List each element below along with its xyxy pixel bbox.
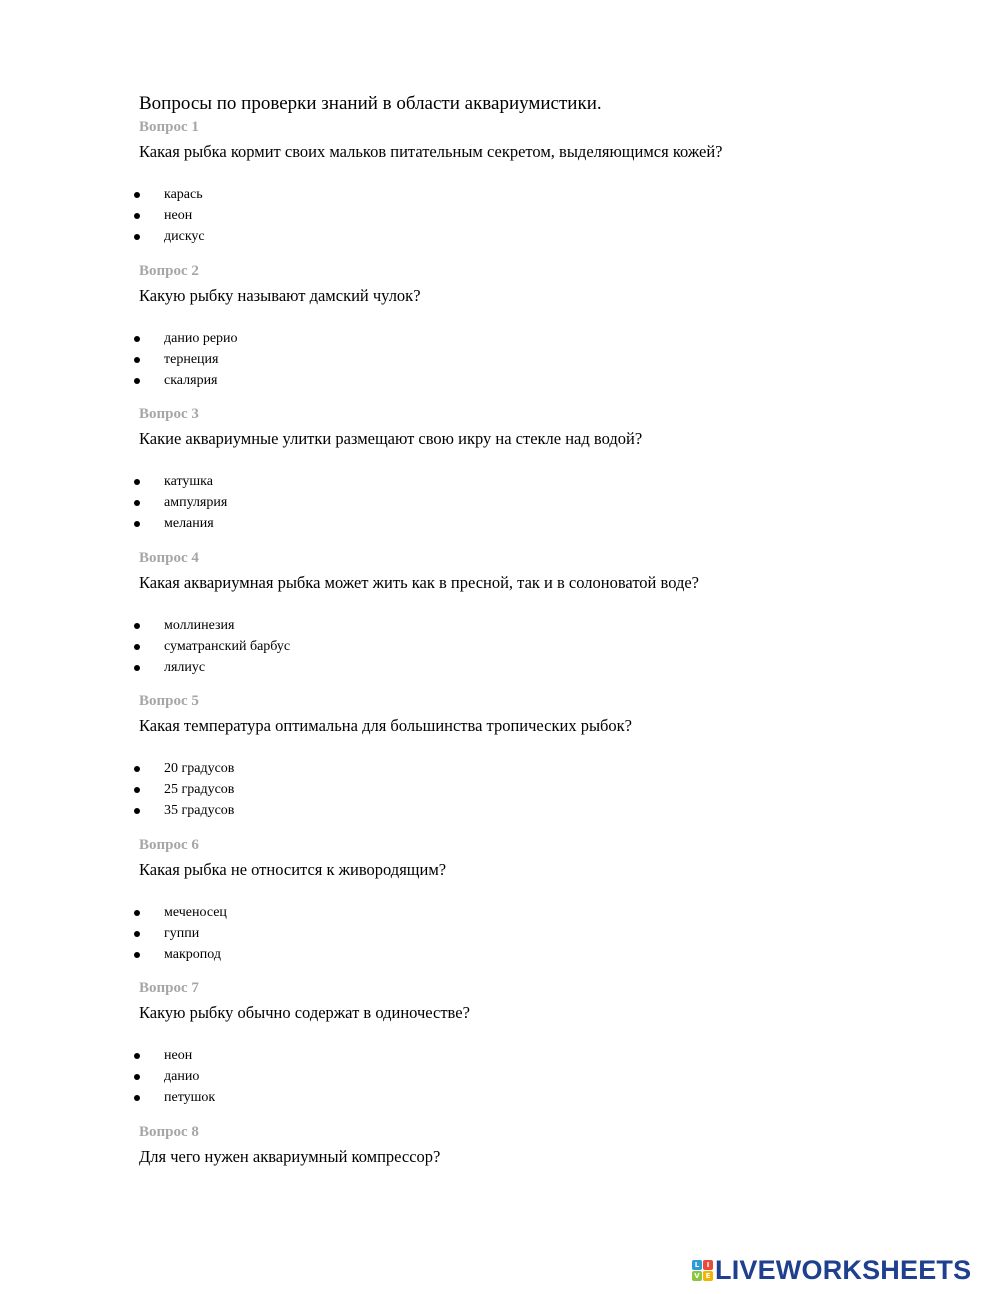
- answer-option[interactable]: [139, 658, 939, 679]
- answer-option-label: лялиус: [164, 659, 206, 675]
- bullet-icon: [134, 1074, 140, 1080]
- question-text: Какая температура оптимальна для большинства тропических рыбок?: [139, 716, 633, 735]
- answer-option[interactable]: [139, 759, 939, 780]
- question-label: Вопрос 4: [139, 550, 199, 566]
- answer-option[interactable]: [139, 924, 939, 945]
- question-8: [139, 1122, 939, 1168]
- bullet-icon: [134, 378, 140, 384]
- bullet-icon: [134, 500, 140, 506]
- question-5: [139, 691, 939, 821]
- question-6: [139, 835, 939, 965]
- question-2: [139, 261, 939, 391]
- liveworksheets-logo[interactable]: [692, 1256, 971, 1284]
- answer-options: [139, 472, 939, 534]
- bullet-icon: [134, 234, 140, 240]
- answer-option-label: гуппи: [164, 925, 200, 941]
- answer-option[interactable]: [139, 801, 939, 822]
- question-4: [139, 548, 939, 678]
- answer-option-label: неон: [164, 1048, 193, 1063]
- page-title: Вопросы по проверки знаний в области аквариумистики.: [139, 93, 602, 114]
- question-text: Какую рыбку обычно содержат в одиночестве?: [139, 1003, 470, 1022]
- question-1: [139, 117, 939, 247]
- answer-option[interactable]: [139, 616, 939, 637]
- answer-option-label: дискус: [164, 228, 205, 244]
- logo-tiles-icon: [692, 1260, 713, 1281]
- answer-option-label: мелания: [164, 515, 214, 531]
- answer-options: [139, 329, 939, 391]
- logo-tile: I: [703, 1260, 713, 1270]
- answer-options: [139, 759, 939, 821]
- question-text: Какие аквариумные улитки размещают свою икру на стекле над водой?: [139, 429, 643, 448]
- answer-option-label: ампулярия: [164, 494, 228, 510]
- question-label: Вопрос 6: [139, 837, 199, 853]
- bullet-icon: [134, 213, 140, 219]
- answer-option[interactable]: [139, 329, 939, 350]
- answer-option[interactable]: [139, 780, 939, 801]
- answer-option-label: моллинезия: [164, 618, 235, 633]
- logo-tile: E: [703, 1271, 713, 1281]
- bullet-icon: [134, 521, 140, 527]
- question-text: Какая рыбка не относится к живородящим?: [139, 860, 447, 879]
- answer-option-label: 20 градусов: [164, 761, 235, 776]
- answer-option-label: тернеция: [164, 351, 219, 367]
- question-3: [139, 404, 939, 534]
- answer-option[interactable]: [139, 185, 939, 206]
- bullet-icon: [134, 766, 140, 772]
- answer-option-label: неон: [164, 207, 193, 223]
- answer-option[interactable]: [139, 371, 939, 392]
- answer-option-label: 35 градусов: [164, 802, 235, 818]
- bullet-icon: [134, 336, 140, 342]
- bullet-icon: [134, 357, 140, 363]
- bullet-icon: [134, 644, 140, 650]
- answer-options: [139, 1046, 939, 1108]
- answer-option-label: данио: [164, 1068, 200, 1084]
- question-text: Какая аквариумная рыбка может жить как в пресной, так и в солоноватой воде?: [139, 573, 700, 592]
- answer-option[interactable]: [139, 350, 939, 371]
- bullet-icon: [134, 787, 140, 793]
- answer-option-label: катушка: [164, 474, 213, 489]
- answer-option[interactable]: [139, 493, 939, 514]
- answer-option-label: суматранский барбус: [164, 638, 291, 654]
- logo-tile: V: [692, 1271, 702, 1281]
- answer-option[interactable]: [139, 514, 939, 535]
- logo-text: LIVEWORKSHEETS: [715, 1255, 972, 1285]
- answer-option[interactable]: [139, 1046, 939, 1067]
- question-label: Вопрос 1: [139, 119, 199, 135]
- answer-option[interactable]: [139, 1088, 939, 1109]
- question-label: Вопрос 3: [139, 406, 199, 422]
- answer-option[interactable]: [139, 206, 939, 227]
- bullet-icon: [134, 1053, 140, 1059]
- question-7: [139, 978, 939, 1108]
- bullet-icon: [134, 623, 140, 629]
- question-label: Вопрос 5: [139, 693, 199, 709]
- answer-option-label: меченосец: [164, 905, 227, 920]
- bullet-icon: [134, 931, 140, 937]
- bullet-icon: [134, 479, 140, 485]
- answer-option-label: петушок: [164, 1089, 216, 1105]
- bullet-icon: [134, 665, 140, 671]
- bullet-icon: [134, 952, 140, 958]
- question-text: Какая рыбка кормит своих мальков питательным секретом, выделяющимся кожей?: [139, 142, 723, 161]
- answer-options: [139, 903, 939, 965]
- logo-tile: L: [692, 1260, 702, 1270]
- answer-option-label: макропод: [164, 946, 221, 962]
- answer-option[interactable]: [139, 227, 939, 248]
- question-label: Вопрос 2: [139, 263, 199, 279]
- bullet-icon: [134, 1095, 140, 1101]
- question-label: Вопрос 7: [139, 980, 199, 996]
- question-label: Вопрос 8: [139, 1124, 199, 1140]
- bullet-icon: [134, 808, 140, 814]
- answer-options: [139, 185, 939, 247]
- answer-option-label: скалярия: [164, 372, 218, 388]
- question-text: Какую рыбку называют дамский чулок?: [139, 286, 421, 305]
- bullet-icon: [134, 192, 140, 198]
- answer-options: [139, 616, 939, 678]
- answer-option[interactable]: [139, 945, 939, 966]
- answer-option-label: 25 градусов: [164, 781, 235, 797]
- bullet-icon: [134, 910, 140, 916]
- answer-option[interactable]: [139, 1067, 939, 1088]
- answer-option-label: карась: [164, 187, 203, 202]
- question-text: Для чего нужен аквариумный компрессор?: [139, 1147, 441, 1166]
- answer-option[interactable]: [139, 637, 939, 658]
- answer-option[interactable]: [139, 472, 939, 493]
- answer-option-label: данио рерио: [164, 331, 238, 346]
- answer-option[interactable]: [139, 903, 939, 924]
